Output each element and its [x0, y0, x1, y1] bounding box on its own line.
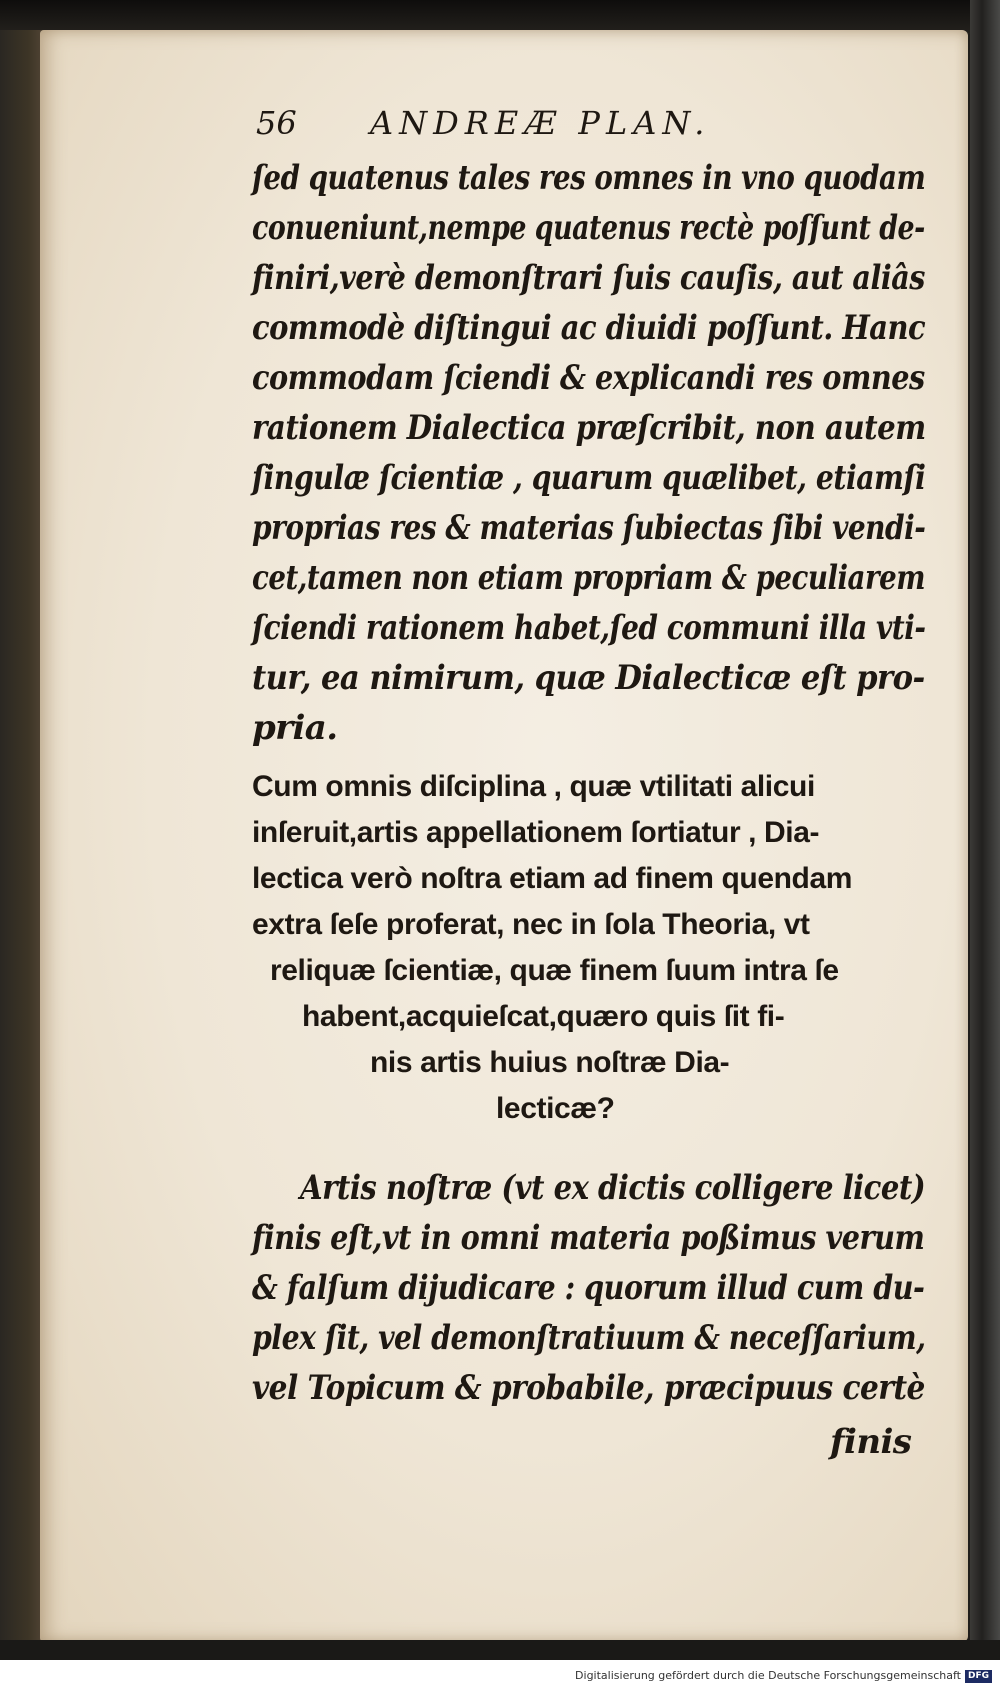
text-line: lecticæ? [496, 1092, 615, 1125]
text-line: rationem Dialectica præſcribit, non autem [252, 408, 926, 448]
text-line: cet,tamen non etiam propriam & peculiarem [252, 558, 925, 598]
text-line: inſeruit,artis appellationem ſortiatur , Dia- [252, 816, 820, 849]
text-line: ſed quatenus tales res omnes in vno quodam [252, 158, 926, 198]
scan-top-strip [0, 0, 1000, 34]
text-line: commodam ſciendi & explicandi res omnes [252, 358, 925, 398]
text-line: finiri,verè demonſtrari ſuis cauſis, aut aliâs [252, 258, 925, 298]
text-line: Artis noſtræ (vt ex dictis colligere licet) [300, 1168, 926, 1208]
text-line: proprias res & materias ſubiectas ſibi vendi- [252, 508, 926, 548]
scan-bottom-strip [0, 1640, 1000, 1660]
text-line: ſciendi rationem habet,ſed communi illa vti- [252, 608, 926, 648]
page-number: 56 [256, 104, 297, 142]
digitization-footer [0, 1666, 1000, 1686]
book-page [40, 30, 968, 1642]
dfg-logo-icon: DFG [965, 1670, 992, 1683]
text-line: reliquæ ſcientiæ, quæ finem ſuum intra ſe [270, 954, 839, 987]
text-line: tur, ea nimirum, quæ Dialecticæ eſt pro- [252, 658, 925, 698]
text-line: nis artis huius noſtræ Dia- [370, 1046, 730, 1079]
text-line: & falſum dijudicare : quorum illud cum du- [252, 1268, 925, 1308]
text-line: Cum omnis diſciplina , quæ vtilitati alicui [252, 770, 815, 803]
book-cover-edge [970, 0, 1000, 1660]
text-line: habent,acquieſcat,quæro quis ſit fi- [302, 1000, 785, 1033]
text-line: pria. [252, 708, 338, 748]
text-line: finis eſt,vt in omni materia poßimus verum [252, 1218, 925, 1258]
text-line: lectica verò noſtra etiam ad finem quendam [252, 862, 853, 895]
catchword: finis [830, 1422, 912, 1462]
funding-credit: Digitalisierung gefördert durch die Deutsche Forschungsgemeinschaft [575, 1669, 961, 1682]
running-title: ANDREÆ PLAN. [370, 104, 711, 142]
text-line: plex ſit, vel demonſtratiuum & neceſſarium, [252, 1318, 926, 1358]
text-line: vel Topicum & probabile, præcipuus certè [252, 1368, 925, 1408]
text-line: extra ſeſe proferat, nec in ſola Theoria, vt [252, 908, 810, 941]
text-line: commodè diſtingui ac diuidi poſſunt. Hanc [252, 308, 926, 348]
text-line: ſingulæ ſcientiæ , quarum quælibet, etiamſi [252, 458, 926, 498]
text-line: conueniunt,nempe quatenus rectè poſſunt de- [252, 208, 925, 248]
